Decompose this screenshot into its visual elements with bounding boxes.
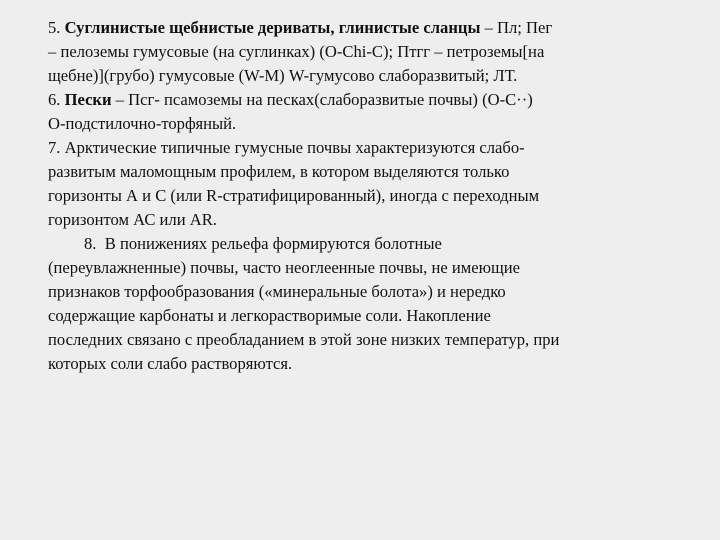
- text-line-2: – пелоземы гумусовые (на суглинках) (O-Chi-C); Птгг – петроземы[на: [48, 42, 545, 61]
- text-line-4: [48, 88, 678, 112]
- text-line-13: содержащие карбонаты и легкорастворимые соли. Накопление: [48, 306, 491, 325]
- text-line-9: горизонтом АС или AR.: [48, 210, 217, 229]
- text-line-15: которых соли слабо растворяются.: [48, 354, 293, 373]
- text-line-8: горизонты А и С (или R-стратифицированный), иногда с переходным: [48, 186, 540, 205]
- text-line-12: признаков торфообразования («минеральные болота») и нередко: [48, 282, 506, 301]
- line-text: – Пл; Пег: [480, 18, 553, 37]
- document-body: [48, 16, 678, 376]
- text-line-7: развитым маломощным профилем, в котором выделяются только: [48, 162, 510, 181]
- item-number: 6.: [48, 90, 65, 109]
- line-text: – Псг- псамоземы на песках(слаборазвитые почвы) (O-C··): [111, 90, 533, 109]
- text-line-6: 7. Арктические типичные гумусные почвы характеризуются слабо-: [48, 138, 525, 157]
- text-line-5: O-подстилочно-торфяный.: [48, 114, 237, 133]
- item-number: 5.: [48, 18, 65, 37]
- bold-term: Пески: [64, 90, 112, 109]
- bold-term: Суглинистые щебнистые дериваты, глинистые сланцы: [64, 18, 481, 37]
- text-line-14: последних связано с преобладанием в этой зоне низких температур, при: [48, 330, 560, 349]
- text-line-10: 8. В понижениях рельефа формируются болотные: [84, 234, 442, 253]
- text-line-11: (переувлажненные) почвы, часто неоглеенные почвы, не имеющие: [48, 258, 521, 277]
- text-line-1: [48, 16, 678, 40]
- text-line-3: щебне)](грубо) гумусовые (W-M) W-гумусово слаборазвитый; ЛТ.: [48, 66, 518, 85]
